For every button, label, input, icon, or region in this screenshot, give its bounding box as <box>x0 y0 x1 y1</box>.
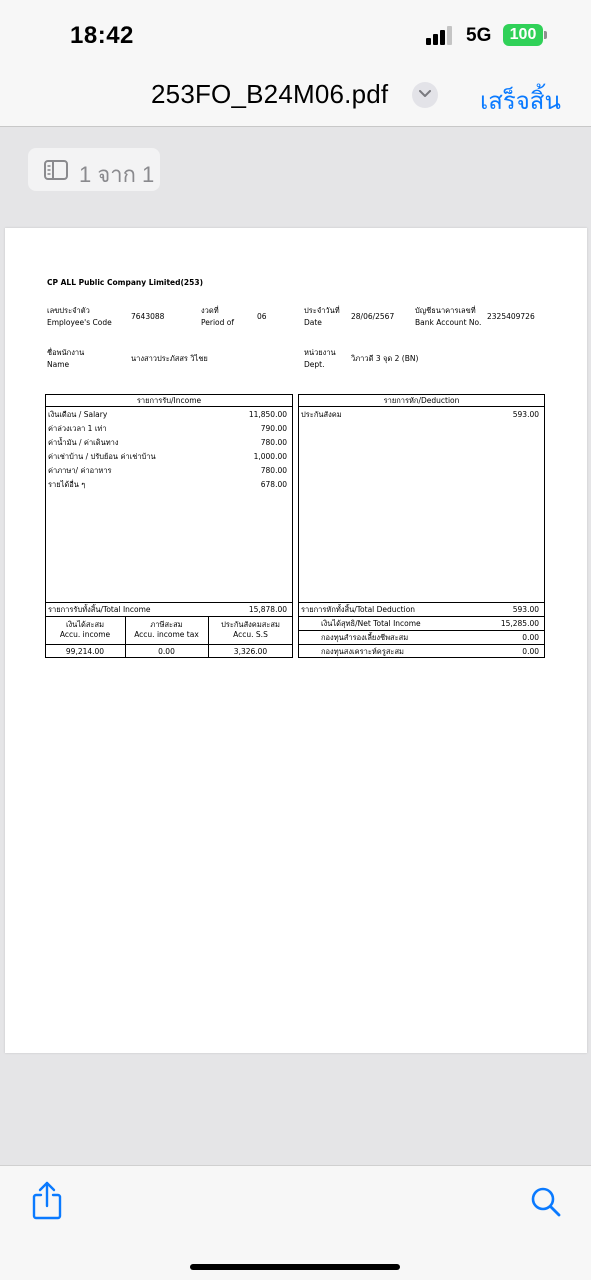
income-item-label: เงินเดือน / Salary <box>48 410 108 419</box>
total-deduction-value: 593.00 <box>512 605 539 614</box>
total-deduction-divider <box>298 602 545 603</box>
accu-ss-label-th: ประกันสังคมสะสม <box>221 620 280 629</box>
income-item-label: ค่าเช่าบ้าน / ปรับย้อน ค่าเช่าบ้าน <box>48 452 156 461</box>
net-income-label: เงินได้สุทธิ/Net Total Income <box>321 619 421 628</box>
period-label-th: งวดที่ <box>201 306 219 315</box>
employee-code-value: 7643088 <box>131 312 165 321</box>
bank-label-en: Bank Account No. <box>415 318 482 327</box>
share-icon[interactable] <box>31 1180 63 1220</box>
accu-tax-label-th: ภาษีสะสม <box>150 620 183 629</box>
accu-ss-value: 3,326.00 <box>233 647 268 656</box>
deduction-header-divider <box>298 406 545 407</box>
battery-icon: 100 <box>503 24 543 46</box>
total-income-label: รายการรับทั้งสิ้น/Total Income <box>48 605 151 614</box>
cellular-signal-icon <box>426 25 458 45</box>
name-label-en: Name <box>47 360 70 369</box>
document-title[interactable]: 253FO_B24M06.pdf <box>151 79 389 109</box>
employee-code-label-th: เลขประจำตัว <box>47 306 90 315</box>
income-item-amount: 780.00 <box>260 466 287 475</box>
employee-code-label-en: Employee's Code <box>47 318 112 327</box>
income-item-amount: 678.00 <box>260 480 287 489</box>
battery-tip <box>544 31 547 39</box>
bank-label-th: บัญชีธนาคารเลขที่ <box>415 306 476 315</box>
accu-tax-label-en: Accu. income tax <box>134 630 199 639</box>
date-value: 28/06/2567 <box>351 312 395 321</box>
chevron-down-icon[interactable] <box>412 82 438 108</box>
network-type: 5G <box>466 25 492 46</box>
income-item-amount: 1,000.00 <box>253 452 287 461</box>
total-deduction-label: รายการหักทั้งสิ้น/Total Deduction <box>301 605 416 614</box>
accu-divider <box>45 616 293 617</box>
bank-account-value: 2325409726 <box>487 312 535 321</box>
income-item-label: ค่าล่วงเวลา 1 เท่า <box>48 424 107 433</box>
provident-divider <box>298 630 545 631</box>
income-item-label: ค่าภาษา/ ค่าอาหาร <box>48 466 112 475</box>
accu-income-label-th: เงินได้สะสม <box>65 620 105 629</box>
accu-values-divider <box>45 644 293 645</box>
status-time: 18:42 <box>70 22 134 49</box>
page-indicator[interactable] <box>28 148 160 191</box>
dept-label-th: หน่วยงาน <box>304 348 336 357</box>
deduction-item-amount: 593.00 <box>512 410 539 419</box>
teacher-fund-divider <box>298 644 545 645</box>
date-label-th: ประจำวันที่ <box>304 306 340 315</box>
net-divider <box>298 616 545 617</box>
teacher-fund-value: 0.00 <box>522 647 539 656</box>
sidebar-icon <box>44 160 68 180</box>
employee-name-value: นางสาวประภัสสร วิไชย <box>131 354 208 363</box>
deduction-item-label: ประกันสังคม <box>301 410 342 419</box>
total-income-divider <box>45 602 293 603</box>
income-header-divider <box>45 406 293 407</box>
deduction-header: รายการหัก/Deduction <box>383 396 460 405</box>
home-indicator[interactable] <box>190 1264 400 1270</box>
net-income-value: 15,285.00 <box>500 619 539 628</box>
income-item-amount: 790.00 <box>260 424 287 433</box>
income-header: รายการรับ/Income <box>136 396 202 405</box>
page-indicator-text: 1 จาก 1 <box>79 162 155 187</box>
navigation-bar <box>0 70 591 127</box>
income-item-amount: 11,850.00 <box>248 410 287 419</box>
provident-fund-label: กองทุนสำรองเลี้ยงชีพสะสม <box>321 633 409 642</box>
period-value: 06 <box>257 312 267 321</box>
company-name: CP ALL Public Company Limited(253) <box>47 278 204 287</box>
income-item-amount: 780.00 <box>260 438 287 447</box>
accu-tax-value: 0.00 <box>158 647 175 656</box>
accu-ss-label-en: Accu. S.S <box>233 630 268 639</box>
total-income-value: 15,878.00 <box>248 605 287 614</box>
bottom-toolbar <box>0 1165 591 1280</box>
dept-label-en: Dept. <box>304 360 325 369</box>
done-button[interactable]: เสร็จสิ้น <box>480 88 561 115</box>
name-label-th: ชื่อพนักงาน <box>47 348 85 357</box>
income-item-label: รายได้อื่น ๆ <box>48 480 86 489</box>
period-label-en: Period of <box>201 318 234 327</box>
income-item-label: ค่าน้ำมัน / ค่าเดินทาง <box>48 438 119 447</box>
status-bar <box>0 0 591 70</box>
dept-value: วิภาวดี 3 จุด 2 (BN) <box>351 354 419 363</box>
date-label-en: Date <box>304 318 322 327</box>
accu-income-value: 99,214.00 <box>65 647 105 656</box>
teacher-fund-label: กองทุนสงเคราะห์ครูสะสม <box>321 647 404 656</box>
search-icon[interactable] <box>530 1186 562 1218</box>
provident-fund-value: 0.00 <box>522 633 539 642</box>
pdf-page[interactable] <box>5 228 587 1053</box>
accu-income-label-en: Accu. income <box>59 630 111 639</box>
